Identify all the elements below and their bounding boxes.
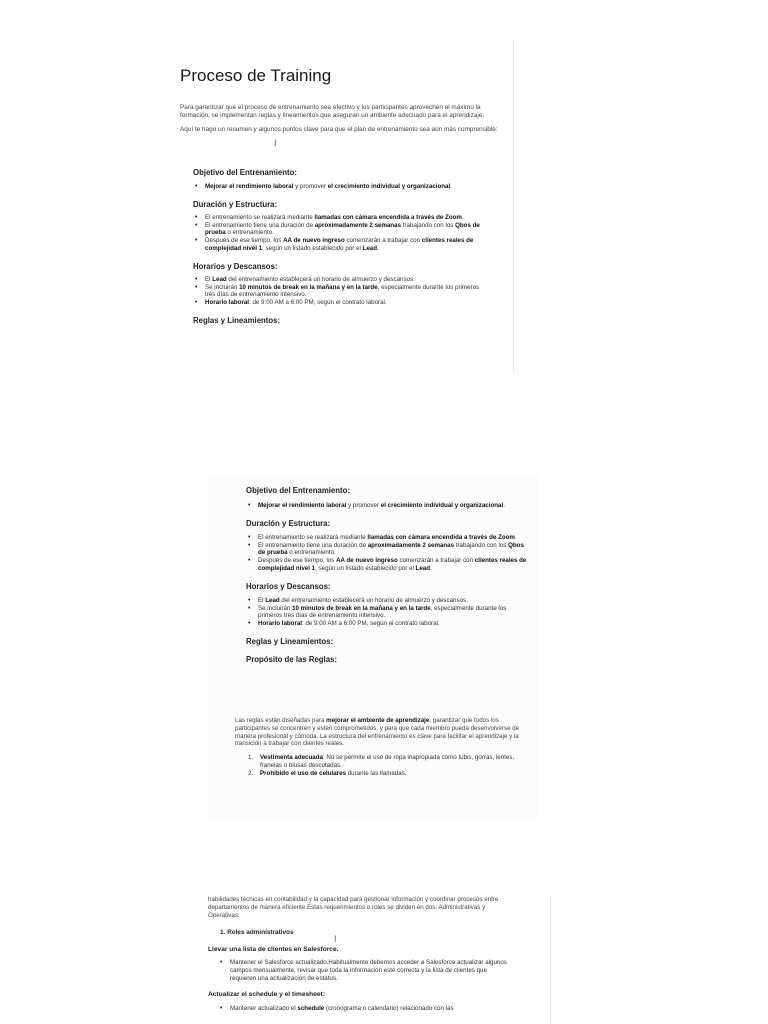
list-item: • El Lead del entrenamiento establecerá un horario de almuerzo y descansos.	[246, 597, 532, 605]
page-title: Proceso de Training	[180, 66, 332, 85]
intro-paragraph: Para garantizar que el proceso de entrenamiento sea efectivo y los participantes aprovechen al máximo la formación, se implementan reglas y lineamientos que aseguran un ambiente adecuado para el aprendizaje.	[180, 104, 485, 120]
document-page-2	[208, 474, 538, 819]
section-heading-roles: 1. Roles administrativos	[220, 929, 294, 937]
section-heading-objetivo: Objetivo del Entrenamiento:	[193, 168, 297, 177]
list-item: • Horario laboral: de 9:00 AM a 6:00 PM, según el contrato laboral.	[246, 620, 532, 628]
list-item: • El Lead del entrenamiento establecerá un horario de almuerzo y descansos.	[193, 276, 481, 284]
intro-paragraph-2: Aquí te hago un resumen y algunos puntos clave para que el plan de entrenamiento sea aún más comprensible:	[180, 125, 498, 133]
proposito-paragraph: Las reglas están diseñadas para mejorar el ambiente de aprendizaje, garantizar que todos los participantes se concentren y estén comprometidos, y para que cada miembro pueda desenvolverse de manera profesional y cómoda. La estructura del entrenamiento es clave para facilitar el aprendizaje y la transición a trabajar con clientes reales.	[235, 717, 520, 748]
list-item: • El entrenamiento tiene una duración de aproximadamente 2 semanas trabajando con los Qbos de prueba o entrenamiento.	[246, 542, 532, 558]
roles-intro-paragraph: habilidades técnicas en contabilidad y la capacidad para gestionar información y coordinar procesos entre departamentos de manera eficiente.Estas requerimientos o roles se dividen en dos: Administrativas y Operativas:	[208, 896, 499, 919]
section-heading-horarios: Horarios y Descansos:	[246, 581, 331, 591]
numbered-item: 1. Vestimenta adecuada: No se permite el uso de ropa inapropiada como tubis, gorras, lentes, franelas o blusas descotadas.	[248, 754, 515, 769]
section-heading-objetivo: Objetivo del Entrenamiento:	[246, 486, 350, 495]
list-item: • Después de ese tiempo, los AA de nuevo ingreso comenzarán a trabajar con clientes reales de complejidad nivel 1, según un listado establecido por el Lead.	[246, 557, 532, 573]
list-item: • Mantener actualizado el schedule (cronograma o calendario) relacionado con las	[218, 1005, 508, 1013]
list-item: • El entrenamiento se realizará mediante llamadas con cámara encendida a través de Zoom.	[246, 534, 532, 542]
section-heading-duracion: Duración y Estructura:	[193, 199, 278, 209]
section-heading-salesforce: Llevar una lista de clientes en Salesforce.	[208, 946, 339, 954]
list-item: • El entrenamiento tiene una duración de aproximadamente 2 semanas trabajando con los Qbos de prueba o entrenamiento.	[193, 222, 481, 238]
section-heading-reglas: Reglas y Lineamientos:	[246, 636, 334, 646]
list-item: • Mantener el Salesforce actualizado.Habitualmente debemos acceder a Salesforce actualizar algunos campos mensualmente, revisar que toda la información esté correcta y la lista de clientes que requieren una actualización de estatus.	[218, 959, 508, 982]
list-item: • Se incluirán 10 minutos de break en la mañana y en la tarde, especialmente durante los primeros tres días de entrenamiento intensivo.	[193, 284, 481, 300]
list-item: • Después de ese tiempo, los AA de nuevo ingreso comenzarán a trabajar con clientes reales de complejidad nivel 1, según un listado establecido por el Lead.	[193, 237, 481, 253]
list-item: • El entrenamiento se realizará mediante llamadas con cámara encendida a través de Zoom.	[193, 214, 481, 222]
list-item: • Mejorar el rendimiento laboral y promover el crecimiento individual y organizacional.	[246, 502, 532, 510]
section-heading-duracion: Duración y Estructura:	[246, 518, 331, 528]
list-item: • Horario laboral: de 9:00 AM a 6:00 PM, según el contrato laboral.	[193, 299, 481, 307]
section-heading-proposito: Propósito de las Reglas:	[246, 654, 337, 664]
numbered-item: 2. Prohibido el uso de celulares durante las llamadas.	[248, 769, 407, 777]
section-heading-reglas: Reglas y Lineamientos:	[193, 315, 281, 325]
list-item: • Mejorar el rendimiento laboral y promover el crecimiento individual y organizacional.	[193, 183, 481, 191]
text-cursor-icon: I	[274, 138, 277, 148]
document-page-1	[163, 42, 514, 372]
list-item: • Se incluirán 10 minutos de break en la mañana y en la tarde, especialmente durante los primeros tres días de entrenamiento intensivo.	[246, 605, 532, 621]
text-cursor-icon: I	[334, 934, 337, 944]
section-heading-horarios: Horarios y Descansos:	[193, 261, 278, 271]
section-heading-schedule: Actualizar el schedule y el timesheet:	[208, 990, 325, 998]
document-page-3	[198, 896, 551, 1024]
